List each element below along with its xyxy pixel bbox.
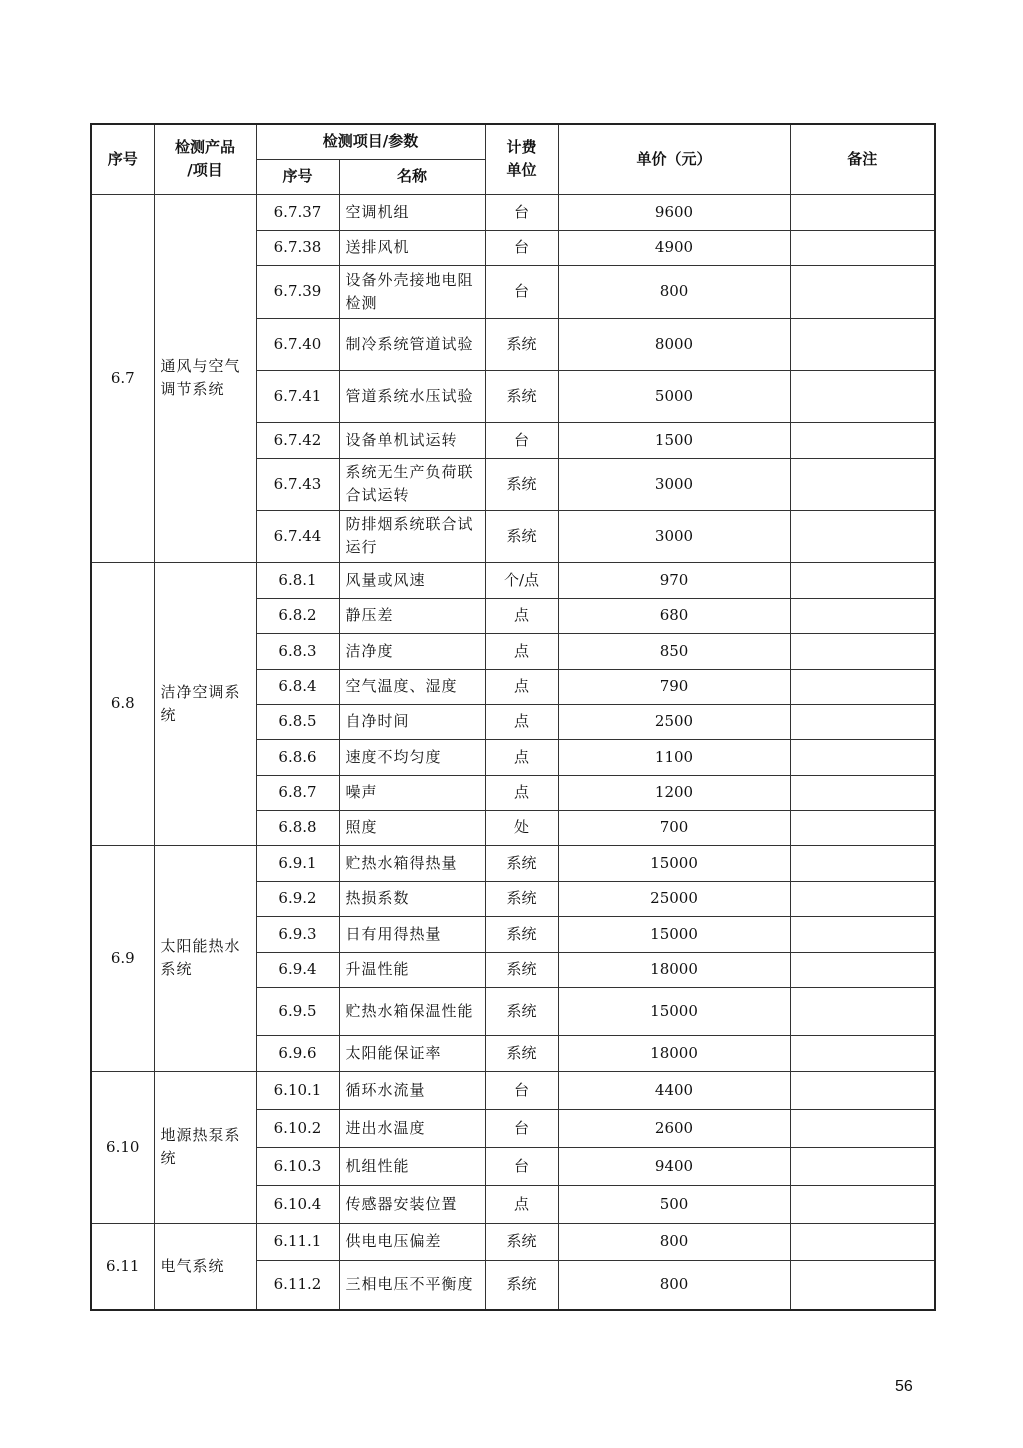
- item-price: 4400: [558, 1071, 790, 1109]
- item-price: 9600: [558, 194, 790, 230]
- header-price: 单价（元）: [558, 124, 790, 194]
- item-unit: 系统: [485, 318, 558, 370]
- item-code: 6.8.8: [256, 810, 339, 845]
- group-seq: 6.8: [91, 562, 154, 845]
- item-name: 速度不均匀度: [339, 739, 485, 775]
- item-unit: 系统: [485, 458, 558, 510]
- item-name: 噪声: [339, 775, 485, 810]
- group-product: 太阳能热水系统: [154, 845, 256, 1071]
- item-remark: [790, 987, 935, 1035]
- item-price: 18000: [558, 1035, 790, 1071]
- item-remark: [790, 1035, 935, 1071]
- item-code: 6.9.6: [256, 1035, 339, 1071]
- item-price: 3000: [558, 458, 790, 510]
- item-remark: [790, 265, 935, 318]
- item-code: 6.7.43: [256, 458, 339, 510]
- item-name: 进出水温度: [339, 1109, 485, 1147]
- header-sub-seq: 序号: [256, 159, 339, 194]
- group-seq: 6.11: [91, 1223, 154, 1310]
- item-remark: [790, 704, 935, 739]
- item-unit: 台: [485, 1109, 558, 1147]
- table-row: [91, 194, 935, 230]
- item-code: 6.9.2: [256, 881, 339, 916]
- item-name: 设备单机试运转: [339, 422, 485, 458]
- item-code: 6.10.1: [256, 1071, 339, 1109]
- item-unit: 点: [485, 739, 558, 775]
- item-price: 3000: [558, 510, 790, 562]
- item-price: 1500: [558, 422, 790, 458]
- item-code: 6.7.40: [256, 318, 339, 370]
- item-code: 6.9.3: [256, 916, 339, 952]
- item-price: 700: [558, 810, 790, 845]
- item-price: 5000: [558, 370, 790, 422]
- item-unit: 系统: [485, 845, 558, 881]
- item-name: 自净时间: [339, 704, 485, 739]
- header-remark: 备注: [790, 124, 935, 194]
- item-code: 6.7.42: [256, 422, 339, 458]
- item-unit: 台: [485, 1071, 558, 1109]
- item-name: 管道系统水压试验: [339, 370, 485, 422]
- item-name: 供电电压偏差: [339, 1223, 485, 1260]
- item-name: 三相电压不平衡度: [339, 1260, 485, 1310]
- item-code: 6.7.38: [256, 230, 339, 265]
- item-name: 循环水流量: [339, 1071, 485, 1109]
- item-name: 空气温度、湿度: [339, 669, 485, 704]
- item-remark: [790, 669, 935, 704]
- item-unit: 点: [485, 1185, 558, 1223]
- item-remark: [790, 194, 935, 230]
- item-price: 15000: [558, 845, 790, 881]
- item-remark: [790, 230, 935, 265]
- item-price: 500: [558, 1185, 790, 1223]
- item-unit: 点: [485, 704, 558, 739]
- group-product: 电气系统: [154, 1223, 256, 1310]
- item-price: 8000: [558, 318, 790, 370]
- item-price: 4900: [558, 230, 790, 265]
- item-price: 800: [558, 1223, 790, 1260]
- item-unit: 系统: [485, 1260, 558, 1310]
- item-price: 18000: [558, 952, 790, 987]
- item-code: 6.9.1: [256, 845, 339, 881]
- item-name: 机组性能: [339, 1147, 485, 1185]
- item-unit: 个/点: [485, 562, 558, 598]
- item-name: 空调机组: [339, 194, 485, 230]
- item-name: 制冷系统管道试验: [339, 318, 485, 370]
- item-name: 送排风机: [339, 230, 485, 265]
- item-remark: [790, 810, 935, 845]
- item-remark: [790, 562, 935, 598]
- item-remark: [790, 458, 935, 510]
- item-remark: [790, 775, 935, 810]
- item-unit: 系统: [485, 987, 558, 1035]
- item-unit: 台: [485, 265, 558, 318]
- item-name: 静压差: [339, 598, 485, 633]
- item-unit: 系统: [485, 1223, 558, 1260]
- item-remark: [790, 845, 935, 881]
- item-remark: [790, 1109, 935, 1147]
- table-body: [91, 194, 935, 1310]
- item-name: 传感器安装位置: [339, 1185, 485, 1223]
- item-unit: 台: [485, 194, 558, 230]
- item-name: 照度: [339, 810, 485, 845]
- item-remark: [790, 916, 935, 952]
- item-unit: 点: [485, 633, 558, 669]
- item-code: 6.8.4: [256, 669, 339, 704]
- item-remark: [790, 510, 935, 562]
- item-price: 850: [558, 633, 790, 669]
- item-code: 6.8.7: [256, 775, 339, 810]
- item-name: 贮热水箱保温性能: [339, 987, 485, 1035]
- item-price: 15000: [558, 987, 790, 1035]
- item-price: 800: [558, 265, 790, 318]
- page-number: 56: [895, 1378, 913, 1395]
- header-unit: 计费 单位: [485, 124, 558, 194]
- item-unit: 点: [485, 669, 558, 704]
- item-code: 6.8.3: [256, 633, 339, 669]
- item-unit: 系统: [485, 510, 558, 562]
- item-code: 6.9.4: [256, 952, 339, 987]
- item-code: 6.11.1: [256, 1223, 339, 1260]
- item-price: 800: [558, 1260, 790, 1310]
- item-name: 设备外壳接地电阻检测: [339, 265, 485, 318]
- item-price: 1200: [558, 775, 790, 810]
- item-remark: [790, 881, 935, 916]
- item-code: 6.7.41: [256, 370, 339, 422]
- item-remark: [790, 422, 935, 458]
- item-unit: 系统: [485, 881, 558, 916]
- item-name: 风量或风速: [339, 562, 485, 598]
- group-seq: 6.9: [91, 845, 154, 1071]
- item-remark: [790, 1071, 935, 1109]
- item-unit: 系统: [485, 1035, 558, 1071]
- item-code: 6.11.2: [256, 1260, 339, 1310]
- table-row: [91, 1223, 935, 1260]
- header-sub-name: 名称: [339, 159, 485, 194]
- item-unit: 系统: [485, 916, 558, 952]
- item-code: 6.10.2: [256, 1109, 339, 1147]
- item-price: 15000: [558, 916, 790, 952]
- item-name: 系统无生产负荷联合试运转: [339, 458, 485, 510]
- item-name: 洁净度: [339, 633, 485, 669]
- item-name: 热损系数: [339, 881, 485, 916]
- item-remark: [790, 633, 935, 669]
- item-unit: 系统: [485, 370, 558, 422]
- table-row: [91, 1071, 935, 1109]
- item-price: 2600: [558, 1109, 790, 1147]
- item-unit: 台: [485, 422, 558, 458]
- item-remark: [790, 1185, 935, 1223]
- item-unit: 台: [485, 1147, 558, 1185]
- item-name: 贮热水箱得热量: [339, 845, 485, 881]
- header-seq: 序号: [91, 124, 154, 194]
- item-remark: [790, 739, 935, 775]
- group-product: 地源热泵系统: [154, 1071, 256, 1223]
- item-unit: 点: [485, 775, 558, 810]
- item-unit: 系统: [485, 952, 558, 987]
- item-price: 25000: [558, 881, 790, 916]
- item-remark: [790, 1147, 935, 1185]
- item-remark: [790, 370, 935, 422]
- item-price: 970: [558, 562, 790, 598]
- item-price: 790: [558, 669, 790, 704]
- item-code: 6.8.6: [256, 739, 339, 775]
- item-name: 太阳能保证率: [339, 1035, 485, 1071]
- item-price: 9400: [558, 1147, 790, 1185]
- item-remark: [790, 1260, 935, 1310]
- item-remark: [790, 952, 935, 987]
- item-unit: 台: [485, 230, 558, 265]
- group-product: 通风与空气调节系统: [154, 194, 256, 562]
- item-code: 6.9.5: [256, 987, 339, 1035]
- fee-table: [90, 123, 936, 1311]
- table-row: [91, 562, 935, 598]
- table-header: [91, 124, 935, 194]
- item-code: 6.7.44: [256, 510, 339, 562]
- header-items-params: 检测项目/参数: [256, 124, 485, 159]
- item-code: 6.10.3: [256, 1147, 339, 1185]
- item-remark: [790, 318, 935, 370]
- item-code: 6.8.1: [256, 562, 339, 598]
- item-unit: 点: [485, 598, 558, 633]
- item-code: 6.8.2: [256, 598, 339, 633]
- item-price: 680: [558, 598, 790, 633]
- item-code: 6.7.39: [256, 265, 339, 318]
- item-code: 6.10.4: [256, 1185, 339, 1223]
- group-product: 洁净空调系统: [154, 562, 256, 845]
- item-code: 6.8.5: [256, 704, 339, 739]
- group-seq: 6.10: [91, 1071, 154, 1223]
- item-name: 升温性能: [339, 952, 485, 987]
- item-name: 防排烟系统联合试运行: [339, 510, 485, 562]
- table-row: [91, 845, 935, 881]
- item-remark: [790, 1223, 935, 1260]
- item-unit: 处: [485, 810, 558, 845]
- item-remark: [790, 598, 935, 633]
- item-name: 日有用得热量: [339, 916, 485, 952]
- item-price: 2500: [558, 704, 790, 739]
- group-seq: 6.7: [91, 194, 154, 562]
- header-product: 检测产品 /项目: [154, 124, 256, 194]
- item-price: 1100: [558, 739, 790, 775]
- item-code: 6.7.37: [256, 194, 339, 230]
